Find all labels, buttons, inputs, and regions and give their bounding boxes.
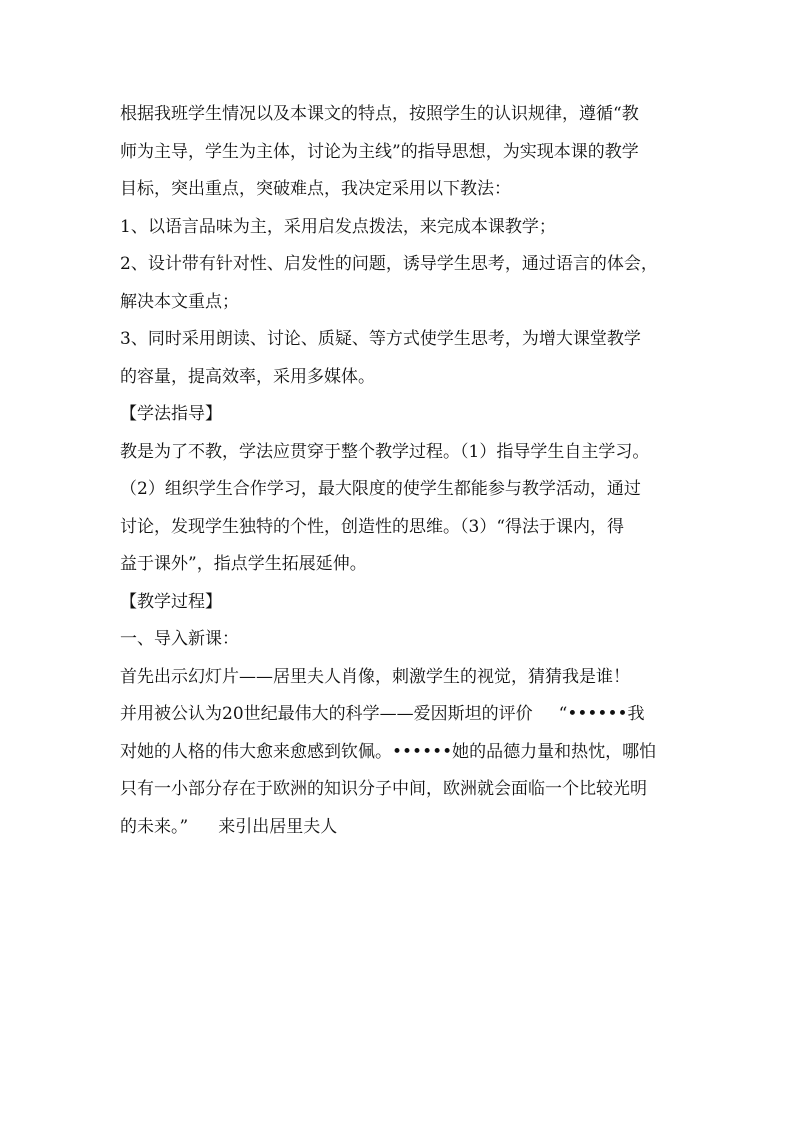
text-line: 的容量，提高效率，采用多媒体。: [120, 366, 375, 387]
document-body: [120, 96, 680, 846]
list-item-1: 1、以语言品味为主，采用启发点拨法，来完成本课教学；: [120, 216, 556, 237]
text-line: 只有一小部分存在于欧洲的知识分子中间，欧洲就会面临一个比较光明: [120, 779, 647, 799]
text-line: 教是为了不教，学法应贯穿于整个教学过程。（1）指导学生自主学习。: [120, 441, 650, 462]
section-heading-study-guidance: 【学法指导】: [120, 404, 222, 424]
text-line: 师为主导，学生为主体，讨论为主线”的指导思想，为实现本课的教学: [120, 141, 639, 162]
section-heading-teaching-process: 【教学过程】: [120, 591, 222, 612]
text-line: 首先出示幻灯片——居里夫人肖像，刺激学生的视觉，猜猜我是谁！: [120, 666, 630, 687]
list-item-2: 2、设计带有针对性、启发性的问题，诱导学生思考，通过语言的体会，: [120, 254, 658, 274]
text-line: [120, 809, 680, 847]
text-line: 目标，突出重点，突破难点，我决定采用以下教法：: [120, 179, 511, 199]
text-line: 讨论，发现学生独特的个性，创造性的思维。（3）“得法于课内，得: [120, 516, 625, 537]
text-line: 根据我班学生情况以及本课文的特点，按照学生的认识规律，遵循“教: [120, 104, 639, 124]
subheading-introduction: 一、导入新课：: [120, 629, 239, 649]
text-line: 益于课外”，指点学生拓展延伸。: [120, 554, 367, 574]
list-item-3: 3、同时采用朗读、讨论、质疑、等方式使学生思考，为增大课堂教学: [120, 329, 641, 349]
text-segment: “••••••我: [558, 704, 645, 724]
text-line: 解决本文重点；: [120, 291, 239, 312]
text-line: [120, 696, 680, 734]
text-segment: 并用被公认为20世纪最伟大的科学——爱因斯坦的评价: [120, 704, 533, 724]
text-line: 对她的人格的伟大愈来愈感到钦佩。••••••她的品德力量和热忱，哪怕: [120, 741, 657, 762]
text-segment: 来引出居里夫人: [218, 816, 338, 837]
text-line: （2）组织学生合作学习，最大限度的使学生都能参与教学活动，通过: [120, 479, 641, 499]
text-segment: 的未来。”: [120, 816, 189, 837]
